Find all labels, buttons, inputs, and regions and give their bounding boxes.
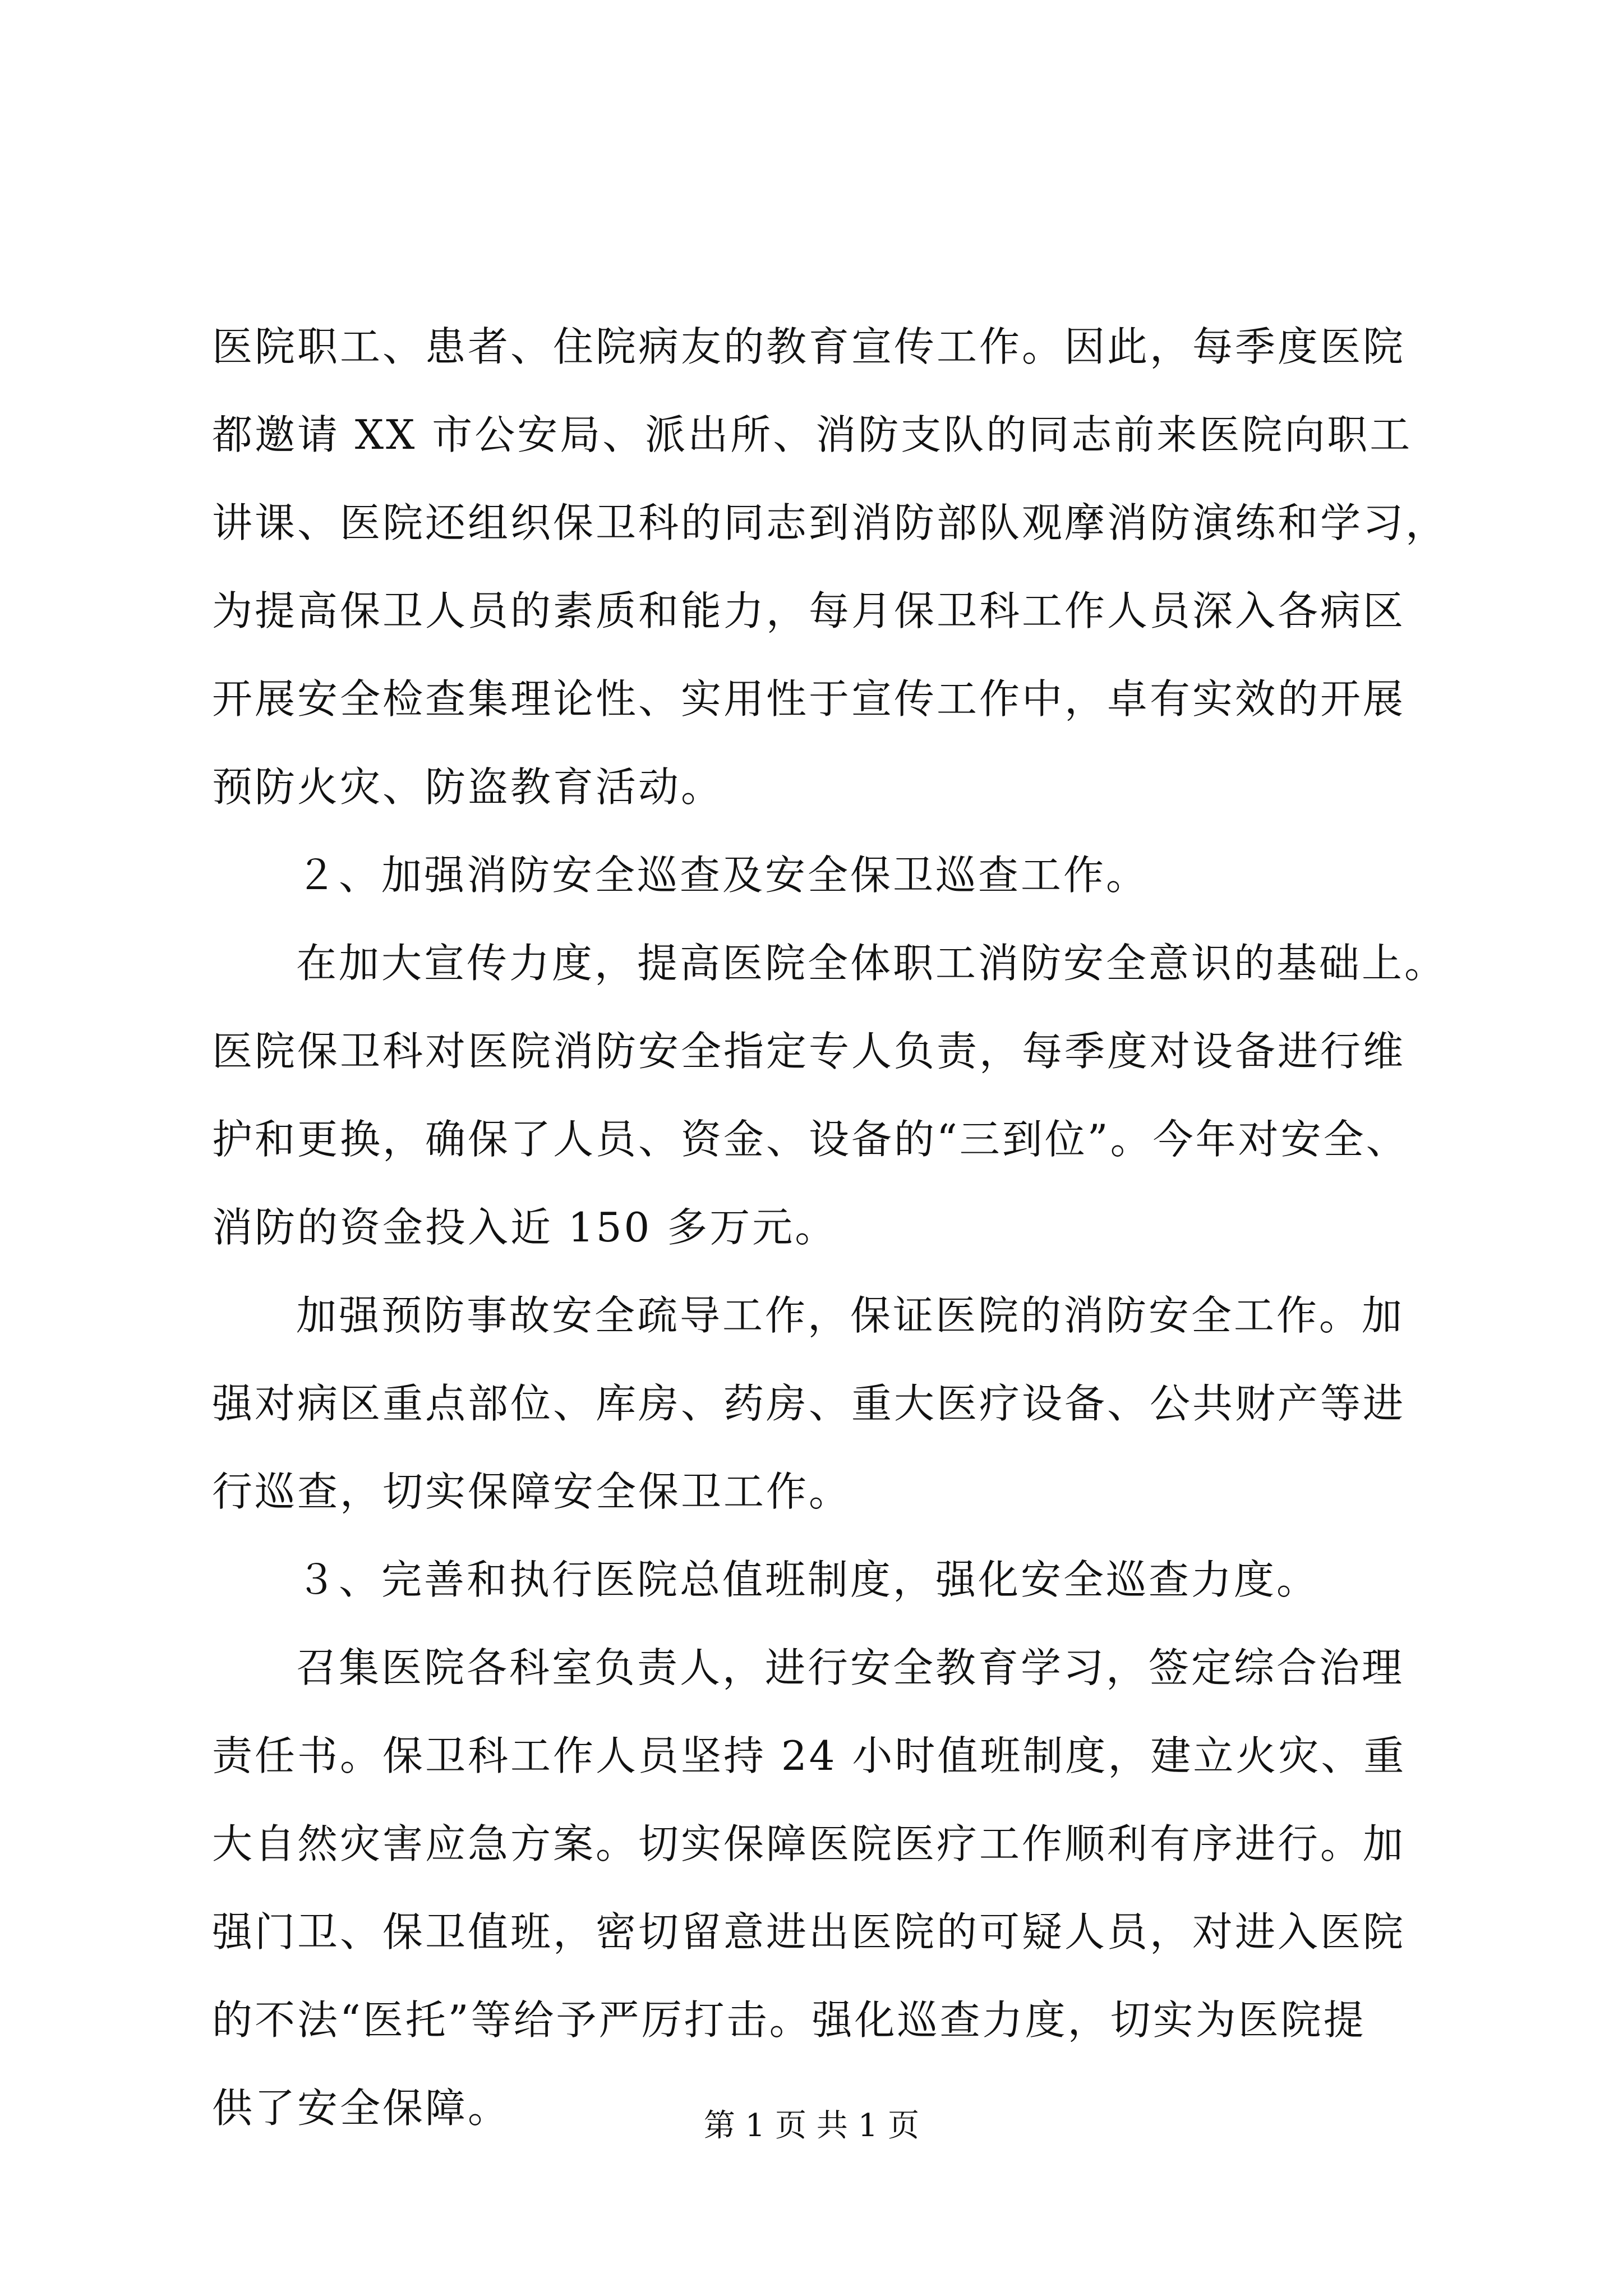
body-line: 开展安全检查集理论性、实用性于宣传工作中，卓有实效的开展: [212, 675, 1406, 723]
body-line: 强对病区重点部位、库房、药房、重大医疗设备、公共财产等进: [212, 1380, 1406, 1427]
paragraph-first-line: 召集医院各科室负责人，进行安全教育学习，签定综合治理: [296, 1644, 1405, 1691]
body-line: 讲课、医院还组织保卫科的同志到消防部队观摩消防演练和学习，: [212, 499, 1449, 546]
body-line: 强门卫、保卫值班，密切留意进出医院的可疑人员，对进入医院: [212, 1908, 1406, 1955]
body-line: 都邀请 XX 市公安局、派出所、消防支队的同志前来医院向职工: [212, 411, 1413, 458]
paragraph-first-line: 在加大宣传力度，提高医院全体职工消防安全意识的基础上。: [296, 940, 1447, 987]
body-line: 大自然灾害应急方案。切实保障医院医疗工作顺利有序进行。加: [212, 1820, 1406, 1867]
section-heading: ３、完善和执行医院总值班制度，强化安全巡查力度。: [296, 1556, 1320, 1603]
body-line: 行巡查，切实保障安全保卫工作。: [212, 1468, 852, 1515]
body-line: 的不法“医托”等给予严厉打击。强化巡查力度，切实为医院提: [212, 1996, 1366, 2044]
body-line: 供了安全保障。: [212, 2085, 511, 2132]
section-heading: ２、加强消防安全巡查及安全保卫巡查工作。: [296, 852, 1149, 899]
body-line: 医院职工、患者、住院病友的教育宣传工作。因此，每季度医院: [212, 323, 1406, 370]
paragraph-first-line: 加强预防事故安全疏导工作，保证医院的消防安全工作。加: [296, 1292, 1405, 1339]
page-number-label: 第 1 页 共 1 页: [703, 2108, 920, 2144]
document-body: [212, 303, 1449, 2152]
body-line: 护和更换，确保了人员、资金、设备的“三到位”。今年对安全、: [212, 1116, 1409, 1163]
body-line: 责任书。保卫科工作人员坚持 24 小时值班制度，建立火灾、重: [212, 1732, 1407, 1779]
body-line: 医院保卫科对医院消防安全指定专人负责，每季度对设备进行维: [212, 1028, 1406, 1075]
body-line: 预防火灾、防盗教育活动。: [212, 763, 724, 811]
page-footer: [0, 2106, 1623, 2146]
body-line: 消防的资金投入近 150 多万元。: [212, 1204, 838, 1251]
body-line: 为提高保卫人员的素质和能力，每月保卫科工作人员深入各病区: [212, 587, 1406, 634]
